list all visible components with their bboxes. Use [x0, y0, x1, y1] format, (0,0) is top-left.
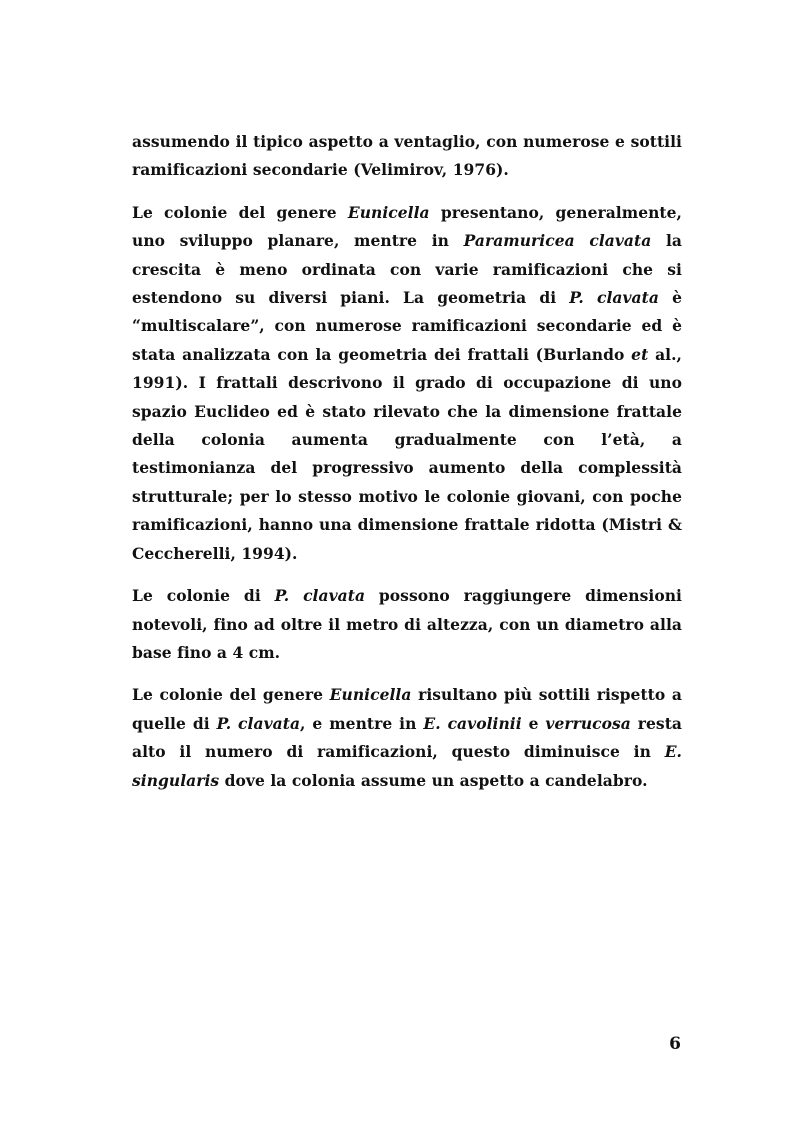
italic-text: Eunicella	[347, 202, 430, 222]
text-run: Le colonie del genere	[132, 685, 330, 705]
paragraph	[132, 582, 682, 667]
text-run: e	[521, 713, 546, 733]
text-run: risultano più sottili rispetto a quelle di	[132, 685, 682, 733]
text-run: la crescita è meno ordinata con varie ramificazioni che si estendono su diversi piani. La geometria di	[132, 231, 682, 308]
text-run: assumendo il tipico aspetto a ventaglio, con numerose e sottili ramificazioni secondarie (Velimirov, 1976).	[132, 132, 682, 180]
italic-text: Paramuricea clavata	[463, 231, 652, 251]
italic-text: verrucosa	[545, 713, 631, 733]
italic-text: Eunicella	[329, 685, 412, 705]
italic-text: E. cavolinii	[423, 713, 522, 733]
text-run: è “multiscalare”, con numerose ramificazioni secondarie ed è stata analizzata con la geometria dei frattali (Burlando	[132, 288, 683, 364]
text-run: resta alto il numero di ramificazioni, questo diminuisce in	[132, 713, 683, 762]
italic-text: P. clavata	[569, 288, 659, 308]
italic-text: et	[631, 344, 649, 364]
paragraph	[132, 681, 682, 795]
text-run: , e mentre in	[300, 713, 424, 733]
text-run: Le colonie del genere	[132, 202, 348, 222]
italic-text: E. singularis	[132, 742, 682, 790]
text-run: Le colonie di	[132, 586, 275, 606]
text-run: dove la colonia assume un aspetto a candelabro.	[219, 770, 648, 790]
page-number: 6	[669, 1034, 681, 1054]
text-run: presentano, generalmente, uno sviluppo planare, mentre in	[132, 202, 682, 251]
text-run: al., 1991). I frattali descrivono il grado di occupazione di uno spazio Euclideo ed è stato rilevato che la dimensione frattale della colonia aumenta gradualmente con l’età, a testimonianza del progressivo aumento della complessità strutturale; per lo stesso motivo le colonie giovani, con poche ramificazioni, hanno una dimensione frattale ridotta (Mistri & Ceccherelli, 1994).	[132, 344, 682, 563]
italic-text: P. clavata	[274, 586, 366, 606]
body-text	[132, 128, 682, 809]
paragraph	[132, 128, 682, 185]
paragraph	[132, 199, 682, 568]
text-run: possono raggiungere dimensioni notevoli, fino ad oltre il metro di altezza, con un diametro alla base fino a 4 cm.	[132, 586, 682, 662]
italic-text: P. clavata	[216, 713, 301, 733]
